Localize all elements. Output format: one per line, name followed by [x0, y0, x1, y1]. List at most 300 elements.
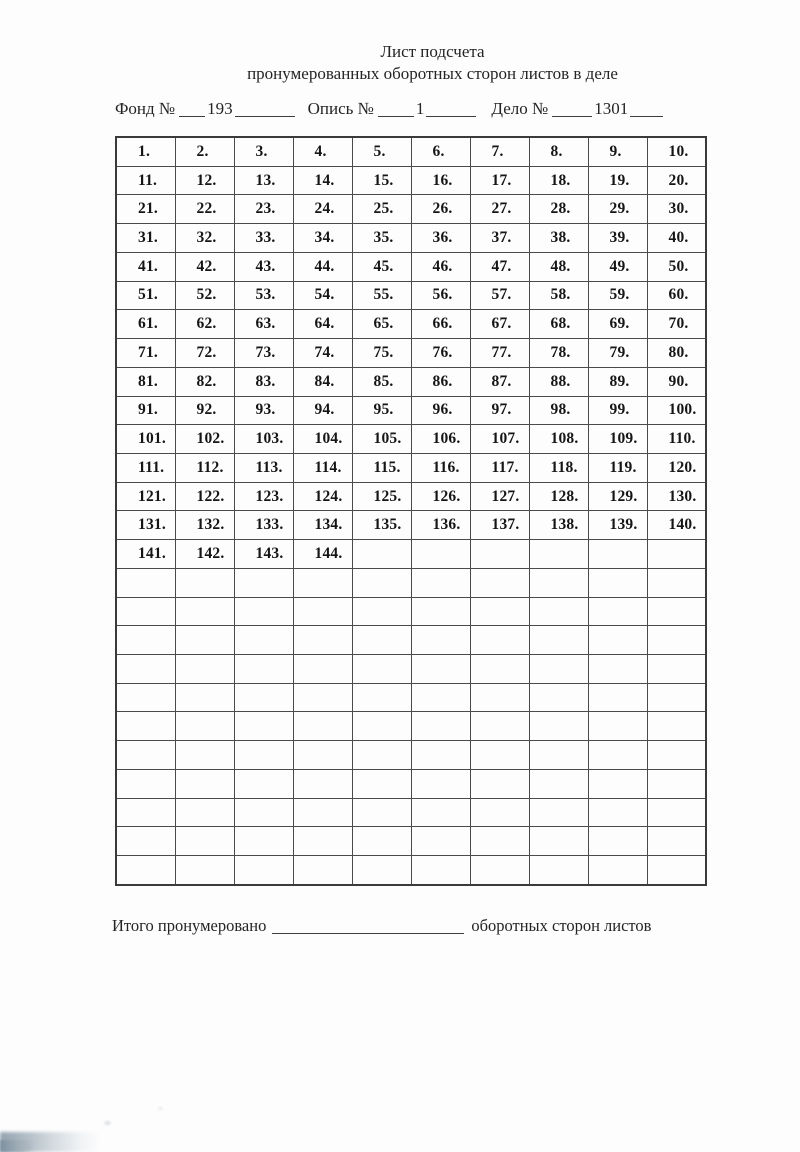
cell-number: 14.: [314, 171, 335, 189]
numbered-cell: [116, 453, 175, 482]
numbered-cell: [234, 252, 293, 281]
cell-number: 48.: [550, 257, 571, 275]
cell-number: 2.: [196, 142, 209, 160]
total-blank-field: [272, 918, 464, 934]
cell-number: 116.: [432, 458, 460, 476]
numbered-cell: [588, 425, 647, 454]
empty-cell: [352, 798, 411, 827]
empty-cell: [411, 654, 470, 683]
cell-number: 46.: [432, 257, 453, 275]
numbered-cell: [175, 281, 234, 310]
empty-cell: [647, 827, 706, 856]
fond-field: [179, 99, 295, 119]
cell-number: 63.: [255, 315, 276, 333]
cell-number: 12.: [196, 171, 217, 189]
numbered-cell: [588, 367, 647, 396]
numbered-cell: [647, 396, 706, 425]
blank-segment: [426, 102, 476, 117]
numbered-cell: [529, 310, 588, 339]
cell-number: 109.: [609, 430, 638, 448]
numbered-cell: [647, 252, 706, 281]
numbered-cell: [116, 339, 175, 368]
cell-number: 91.: [138, 401, 158, 419]
cell-number: 115.: [373, 458, 401, 476]
numbered-cell: [647, 367, 706, 396]
table-row: [116, 597, 706, 626]
numbered-cell: [175, 482, 234, 511]
cell-number: 86.: [432, 372, 453, 390]
cell-number: 134.: [314, 516, 343, 534]
numbered-cell: [411, 367, 470, 396]
cell-number: 102.: [196, 430, 225, 448]
cell-number: 93.: [255, 401, 276, 419]
cell-number: 90.: [668, 372, 689, 390]
cell-number: 57.: [491, 286, 512, 304]
numbered-cell: [116, 252, 175, 281]
fond-label: Фонд №: [115, 99, 176, 118]
numbered-cell: [175, 166, 234, 195]
document-title: Лист подсчета: [380, 42, 485, 61]
table-row: [116, 310, 706, 339]
table-row: [116, 425, 706, 454]
empty-cell: [411, 568, 470, 597]
table-row: [116, 712, 706, 741]
cell-number: 73.: [255, 343, 276, 361]
table-row: [116, 856, 706, 886]
cell-number: 36.: [432, 229, 453, 247]
cell-number: 77.: [491, 343, 512, 361]
cell-number: 74.: [314, 343, 335, 361]
empty-cell: [470, 540, 529, 569]
cell-number: 62.: [196, 315, 217, 333]
cell-number: 20.: [668, 171, 689, 189]
cell-number: 60.: [668, 286, 689, 304]
count-table-body: [116, 137, 706, 885]
blank-segment: [378, 102, 414, 117]
empty-cell: [352, 683, 411, 712]
cell-number: 23.: [255, 200, 276, 218]
cell-number: 19.: [609, 171, 630, 189]
empty-cell: [293, 741, 352, 770]
numbered-cell: [647, 166, 706, 195]
empty-cell: [175, 827, 234, 856]
cell-number: 131.: [138, 516, 166, 534]
empty-cell: [470, 654, 529, 683]
numbered-cell: [234, 367, 293, 396]
cell-number: 71.: [138, 343, 158, 361]
empty-cell: [647, 626, 706, 655]
cell-number: 40.: [668, 229, 689, 247]
cell-number: 67.: [491, 315, 512, 333]
numbered-cell: [293, 310, 352, 339]
cell-number: 118.: [550, 458, 578, 476]
blank-segment: [179, 102, 205, 117]
empty-cell: [529, 798, 588, 827]
table-row: [116, 482, 706, 511]
cell-number: 111.: [138, 458, 165, 476]
cell-number: 75.: [373, 343, 394, 361]
table-row: [116, 654, 706, 683]
numbered-cell: [293, 482, 352, 511]
cell-number: 18.: [550, 171, 571, 189]
numbered-cell: [411, 511, 470, 540]
cell-number: 79.: [609, 343, 630, 361]
numbered-cell: [293, 339, 352, 368]
cell-number: 65.: [373, 315, 394, 333]
cell-number: 89.: [609, 372, 630, 390]
cell-number: 61.: [138, 315, 158, 333]
table-row: [116, 827, 706, 856]
empty-cell: [116, 712, 175, 741]
empty-cell: [529, 626, 588, 655]
cell-number: 50.: [668, 257, 689, 275]
numbered-cell: [470, 367, 529, 396]
cell-number: 136.: [432, 516, 461, 534]
cell-number: 45.: [373, 257, 394, 275]
table-row: [116, 626, 706, 655]
empty-cell: [647, 769, 706, 798]
numbered-cell: [175, 224, 234, 253]
numbered-cell: [647, 224, 706, 253]
empty-cell: [352, 856, 411, 886]
cell-number: 53.: [255, 286, 276, 304]
numbered-cell: [411, 252, 470, 281]
numbered-cell: [293, 224, 352, 253]
cell-number: 3.: [255, 142, 268, 160]
numbered-cell: [529, 425, 588, 454]
numbered-cell: [647, 339, 706, 368]
numbered-cell: [588, 281, 647, 310]
numbered-cell: [411, 137, 470, 166]
empty-cell: [352, 540, 411, 569]
numbered-cell: [647, 453, 706, 482]
empty-cell: [116, 683, 175, 712]
numbered-cell: [293, 252, 352, 281]
empty-cell: [411, 856, 470, 886]
empty-cell: [529, 540, 588, 569]
empty-cell: [116, 798, 175, 827]
empty-cell: [234, 798, 293, 827]
numbered-cell: [352, 137, 411, 166]
cell-number: 31.: [138, 229, 158, 247]
empty-cell: [529, 741, 588, 770]
empty-cell: [470, 597, 529, 626]
cell-number: 21.: [138, 200, 158, 218]
scan-speck-artifact: [104, 1121, 111, 1125]
numbered-cell: [529, 339, 588, 368]
numbered-cell: [470, 166, 529, 195]
form-line: [115, 99, 663, 119]
cell-number: 114.: [314, 458, 342, 476]
cell-number: 88.: [550, 372, 571, 390]
cell-number: 144.: [314, 544, 343, 562]
empty-cell: [647, 798, 706, 827]
numbered-cell: [116, 224, 175, 253]
numbered-cell: [411, 453, 470, 482]
empty-cell: [647, 683, 706, 712]
numbered-cell: [116, 195, 175, 224]
cell-number: 137.: [491, 516, 520, 534]
empty-cell: [411, 769, 470, 798]
empty-cell: [529, 654, 588, 683]
empty-cell: [234, 626, 293, 655]
cell-number: 85.: [373, 372, 394, 390]
cell-number: 66.: [432, 315, 453, 333]
empty-cell: [175, 568, 234, 597]
empty-cell: [647, 597, 706, 626]
empty-cell: [175, 741, 234, 770]
empty-cell: [175, 626, 234, 655]
numbered-cell: [647, 310, 706, 339]
cell-number: 64.: [314, 315, 335, 333]
cell-number: 32.: [196, 229, 217, 247]
numbered-cell: [470, 482, 529, 511]
cell-number: 69.: [609, 315, 630, 333]
cell-number: 42.: [196, 257, 217, 275]
numbered-cell: [470, 195, 529, 224]
table-row: [116, 540, 706, 569]
cell-number: 44.: [314, 257, 335, 275]
numbered-cell: [529, 511, 588, 540]
empty-cell: [588, 626, 647, 655]
empty-cell: [116, 827, 175, 856]
table-row: [116, 195, 706, 224]
numbered-cell: [352, 310, 411, 339]
empty-cell: [293, 798, 352, 827]
table-row: [116, 339, 706, 368]
numbered-cell: [293, 511, 352, 540]
opis-label: Опись №: [307, 99, 374, 118]
numbered-cell: [175, 252, 234, 281]
empty-cell: [588, 683, 647, 712]
cell-number: 72.: [196, 343, 217, 361]
cell-number: 106.: [432, 430, 461, 448]
cell-number: 112.: [196, 458, 224, 476]
cell-number: 34.: [314, 229, 335, 247]
empty-cell: [234, 827, 293, 856]
table-row: [116, 396, 706, 425]
numbered-cell: [293, 137, 352, 166]
cell-number: 82.: [196, 372, 217, 390]
count-table: [115, 136, 707, 886]
empty-cell: [234, 712, 293, 741]
empty-cell: [352, 741, 411, 770]
cell-number: 24.: [314, 200, 335, 218]
empty-cell: [116, 597, 175, 626]
numbered-cell: [588, 166, 647, 195]
numbered-cell: [234, 453, 293, 482]
cell-number: 17.: [491, 171, 512, 189]
empty-cell: [293, 597, 352, 626]
opis-field: [378, 99, 477, 119]
empty-cell: [293, 827, 352, 856]
cell-number: 51.: [138, 286, 158, 304]
cell-number: 143.: [255, 544, 284, 562]
numbered-cell: [175, 195, 234, 224]
numbered-cell: [647, 425, 706, 454]
cell-number: 47.: [491, 257, 512, 275]
table-row: [116, 137, 706, 166]
numbered-cell: [647, 281, 706, 310]
empty-cell: [116, 568, 175, 597]
numbered-cell: [411, 224, 470, 253]
cell-number: 49.: [609, 257, 630, 275]
empty-cell: [293, 626, 352, 655]
numbered-cell: [293, 540, 352, 569]
numbered-cell: [470, 425, 529, 454]
numbered-cell: [411, 310, 470, 339]
total-line: [112, 915, 651, 936]
cell-number: 55.: [373, 286, 394, 304]
numbered-cell: [411, 425, 470, 454]
numbered-cell: [470, 281, 529, 310]
numbered-cell: [234, 540, 293, 569]
empty-cell: [470, 626, 529, 655]
cell-number: 105.: [373, 430, 402, 448]
numbered-cell: [234, 224, 293, 253]
cell-number: 38.: [550, 229, 571, 247]
empty-cell: [352, 827, 411, 856]
numbered-cell: [352, 339, 411, 368]
numbered-cell: [293, 195, 352, 224]
cell-number: 13.: [255, 171, 276, 189]
cell-number: 140.: [668, 516, 697, 534]
numbered-cell: [470, 396, 529, 425]
numbered-cell: [293, 453, 352, 482]
empty-cell: [588, 568, 647, 597]
empty-cell: [411, 827, 470, 856]
cell-number: 30.: [668, 200, 689, 218]
table-row: [116, 798, 706, 827]
cell-number: 94.: [314, 401, 335, 419]
numbered-cell: [175, 396, 234, 425]
numbered-cell: [647, 137, 706, 166]
empty-cell: [411, 597, 470, 626]
empty-cell: [529, 827, 588, 856]
blank-segment: [235, 102, 295, 117]
empty-cell: [293, 856, 352, 886]
empty-cell: [470, 712, 529, 741]
empty-cell: [411, 683, 470, 712]
empty-cell: [175, 597, 234, 626]
numbered-cell: [293, 367, 352, 396]
empty-cell: [529, 856, 588, 886]
numbered-cell: [175, 425, 234, 454]
cell-number: 1.: [138, 142, 151, 160]
cell-number: 43.: [255, 257, 276, 275]
numbered-cell: [116, 396, 175, 425]
cell-number: 5.: [373, 142, 386, 160]
numbered-cell: [352, 224, 411, 253]
cell-number: 11.: [138, 171, 158, 189]
cell-number: 81.: [138, 372, 158, 390]
numbered-cell: [293, 281, 352, 310]
numbered-cell: [116, 425, 175, 454]
numbered-cell: [529, 137, 588, 166]
empty-cell: [175, 798, 234, 827]
cell-number: 110.: [668, 430, 696, 448]
empty-cell: [588, 741, 647, 770]
cell-number: 6.: [432, 142, 445, 160]
cell-number: 15.: [373, 171, 394, 189]
numbered-cell: [588, 195, 647, 224]
numbered-cell: [588, 482, 647, 511]
numbered-cell: [470, 310, 529, 339]
cell-number: 133.: [255, 516, 284, 534]
cell-number: 97.: [491, 401, 512, 419]
numbered-cell: [529, 224, 588, 253]
cell-number: 103.: [255, 430, 284, 448]
empty-cell: [588, 856, 647, 886]
numbered-cell: [647, 511, 706, 540]
cell-number: 126.: [432, 487, 461, 505]
cell-number: 124.: [314, 487, 343, 505]
cell-number: 142.: [196, 544, 225, 562]
empty-cell: [470, 683, 529, 712]
cell-number: 29.: [609, 200, 630, 218]
cell-number: 87.: [491, 372, 512, 390]
empty-cell: [470, 856, 529, 886]
numbered-cell: [529, 281, 588, 310]
numbered-cell: [470, 511, 529, 540]
empty-cell: [352, 626, 411, 655]
numbered-cell: [116, 281, 175, 310]
numbered-cell: [529, 482, 588, 511]
cell-number: 99.: [609, 401, 630, 419]
cell-number: 139.: [609, 516, 638, 534]
empty-cell: [352, 712, 411, 741]
cell-number: 68.: [550, 315, 571, 333]
numbered-cell: [470, 252, 529, 281]
numbered-cell: [234, 396, 293, 425]
document-subtitle: пронумерованных оборотных сторон листов в деле: [247, 64, 618, 83]
table-row: [116, 224, 706, 253]
cell-number: 10.: [668, 142, 689, 160]
empty-cell: [234, 769, 293, 798]
numbered-cell: [352, 166, 411, 195]
numbered-cell: [647, 482, 706, 511]
empty-cell: [293, 654, 352, 683]
numbered-cell: [411, 396, 470, 425]
empty-cell: [529, 597, 588, 626]
numbered-cell: [352, 195, 411, 224]
cell-number: 129.: [609, 487, 638, 505]
delo-field: [552, 99, 663, 119]
empty-cell: [411, 540, 470, 569]
numbered-cell: [175, 339, 234, 368]
empty-cell: [647, 654, 706, 683]
cell-number: 56.: [432, 286, 453, 304]
cell-number: 141.: [138, 544, 166, 562]
empty-cell: [116, 769, 175, 798]
cell-number: 41.: [138, 257, 158, 275]
numbered-cell: [234, 482, 293, 511]
numbered-cell: [175, 540, 234, 569]
empty-cell: [411, 626, 470, 655]
numbered-cell: [588, 339, 647, 368]
empty-cell: [588, 798, 647, 827]
cell-number: 80.: [668, 343, 689, 361]
numbered-cell: [175, 453, 234, 482]
empty-cell: [116, 856, 175, 886]
empty-cell: [352, 597, 411, 626]
document-header: [64, 41, 800, 85]
numbered-cell: [529, 396, 588, 425]
empty-cell: [588, 769, 647, 798]
cell-number: 130.: [668, 487, 697, 505]
cell-number: 100.: [668, 401, 697, 419]
numbered-cell: [529, 195, 588, 224]
